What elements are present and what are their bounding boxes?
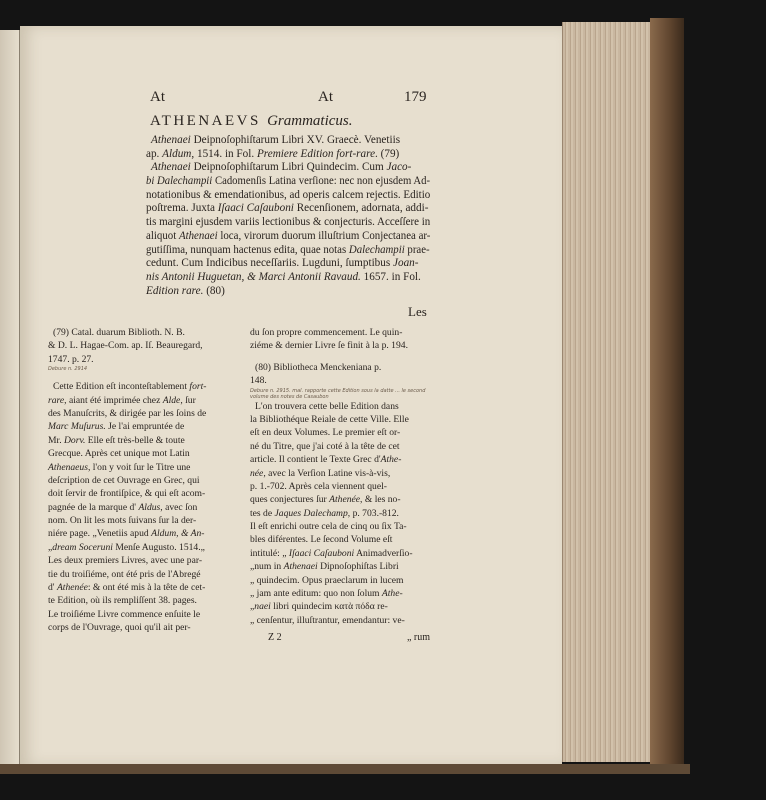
text-line (250, 480, 430, 493)
text-segment: tis margini ejusdem variis lectionibus & conjecturis. Acceſſere in (146, 216, 431, 229)
text-line (48, 339, 235, 352)
text-segment: niére page. „Venetiis apud (48, 528, 152, 540)
text-segment: Il eſt enrichi outre cela de cinq ou ſix Ta- (250, 521, 407, 533)
text-segment: Cadomenſis Latina verſione: nec non ejusdem Ad- (212, 175, 431, 188)
text-line-content (48, 461, 190, 474)
text-line-content (250, 453, 401, 466)
text-segment: Dipnoſophiſtas Libri (317, 561, 399, 573)
entry-epithet: Grammaticus. (267, 113, 353, 129)
text-line (48, 501, 235, 514)
text-line (146, 257, 430, 271)
text-segment: ques conjectures ſur (250, 494, 330, 506)
text-line (250, 600, 430, 613)
text-line-content (48, 554, 202, 567)
text-segment: , aiant été imprimée chez (64, 394, 163, 406)
text-segment: deſcription de cet Ouvrage en Grec, qui (48, 474, 200, 486)
text-segment: „ (48, 541, 53, 553)
text-line-content (48, 514, 196, 527)
text-segment: (80) (203, 284, 225, 297)
text-line-content (48, 541, 205, 554)
text-segment: des Manuſcrits, & dirigée par les ſoins de (48, 407, 207, 419)
italic-text: Aldum (162, 147, 192, 160)
text-line-content (146, 230, 430, 244)
text-line-content (250, 507, 399, 520)
text-segment: loca, virorum duorum illuſtrium Conjectanea ar- (217, 229, 431, 242)
text-segment: te Edition, où ils rempliſſent 38. pages. (48, 595, 197, 607)
text-line (48, 621, 235, 634)
text-segment: (80) Bibliotheca Menckeniana p. (255, 361, 382, 373)
text-line (250, 400, 430, 413)
text-line (146, 216, 430, 230)
text-line-content (250, 520, 407, 533)
text-segment: , avec ſon (160, 501, 198, 513)
text-segment: aliquot (146, 229, 179, 242)
text-line-content (48, 339, 203, 352)
text-line-content (48, 447, 190, 460)
text-line-content (146, 271, 421, 285)
text-line-content (48, 420, 184, 433)
page-footer (250, 631, 430, 645)
italic-text: Alde (162, 394, 181, 406)
text-line (250, 520, 430, 533)
text-line-content (53, 326, 185, 339)
text-segment: nom. On lit les mots ſuivans ſur la der- (48, 515, 197, 527)
text-segment: d' (48, 582, 57, 594)
text-segment: , p. 703.-812. (347, 507, 399, 519)
text-line-content (250, 614, 405, 627)
text-line (48, 527, 235, 540)
italic-text: Edition rare. (146, 284, 204, 297)
text-segment: ap. (146, 147, 163, 160)
text-line-content (48, 407, 206, 420)
text-segment: (79) Catal. duarum Biblioth. N. B. (53, 327, 185, 338)
text-line-content (48, 394, 196, 407)
running-head-left: At (150, 89, 165, 105)
text-segment: la Bibliothéque Reiale de cette Ville. Elle (250, 413, 409, 425)
text-segment: eſt en deux Volumes. Le premier eſt or- (250, 427, 401, 439)
text-line (48, 353, 235, 366)
text-line-content (250, 587, 403, 600)
italic-text: Jaques Dalechamp (274, 507, 348, 519)
text-line (146, 134, 430, 148)
text-line-content (146, 148, 399, 162)
text-line (48, 434, 235, 447)
text-segment: Deipnoſophiſtarum Libri Quindecim. Cum (190, 161, 387, 174)
text-line (250, 614, 430, 627)
text-segment: Animadverſio- (354, 547, 413, 559)
italic-text: bi Dalechampii (146, 175, 213, 188)
italic-text: Athenée (329, 494, 361, 506)
text-line-content (53, 380, 206, 393)
text-segment: 1747. p. 27. (48, 353, 94, 365)
italic-text: Athenaei (151, 161, 191, 174)
text-line (146, 161, 430, 175)
text-line (48, 447, 235, 460)
running-head-center: At (318, 89, 333, 105)
text-segment: Grecque. Après cet unique mot Latin (48, 448, 190, 460)
text-segment: Les deux premiers Livres, avec une par- (48, 555, 203, 567)
italic-text: dream Soceruni (52, 541, 113, 553)
text-line-content (250, 600, 388, 613)
text-line (48, 554, 235, 567)
text-segment: p. 1.-702. Après cela viennent quel- (250, 480, 387, 492)
text-line (48, 326, 235, 339)
text-line (48, 407, 235, 420)
text-line-content (48, 621, 191, 634)
text-line-content (48, 581, 205, 594)
text-line-content (146, 257, 419, 271)
text-segment: doit ſervir de frontiſpice, & qui eſt acom- (48, 488, 206, 500)
text-line-content (151, 161, 411, 175)
text-line (48, 608, 235, 621)
text-line-content (250, 547, 413, 560)
text-line-content (48, 353, 94, 366)
text-segment: tes de (250, 507, 275, 519)
text-segment: notationibus & emendationibus, ad operis calcem rejectis. Editio (146, 188, 431, 201)
text-segment: L'on trouvera cette belle Edition dans (255, 400, 399, 412)
text-segment: Recenſionem, adornata, addi- (293, 202, 429, 215)
text-line-content (250, 467, 390, 480)
italic-text: Athe- (381, 588, 403, 600)
text-line-content (48, 608, 200, 621)
text-line (250, 361, 430, 374)
text-line-content (250, 374, 267, 387)
entry-name: ATHENAEVS (150, 113, 261, 129)
footnote-column-right (250, 326, 430, 645)
italic-text: Iſaaci Caſauboni (217, 202, 294, 215)
text-line-content (48, 527, 204, 540)
text-line-content (250, 560, 399, 573)
text-segment: prae- (404, 243, 430, 256)
handwritten-annotation: Debure n. 2915. mal. rapporte cette Edition sous la datte ... le second volume des notes de Casaubon (250, 387, 426, 400)
italic-text: Athenaei (283, 561, 318, 573)
text-line-content (250, 574, 403, 587)
text-line-content (48, 568, 201, 581)
text-line (48, 594, 235, 607)
text-line-content (250, 413, 409, 426)
text-line-content (146, 175, 430, 189)
text-line (250, 574, 430, 587)
text-segment: article. Il contient le Texte Grec d' (250, 454, 381, 466)
text-segment: Je l'ai empruntée de (105, 421, 185, 433)
text-line (250, 374, 430, 387)
text-line (250, 560, 430, 573)
text-segment: , & les no- (360, 494, 401, 506)
italic-text: Athenaei (151, 134, 191, 146)
catchword: Les (408, 304, 427, 319)
italic-text: Aldus (138, 501, 161, 513)
text-line (250, 426, 430, 439)
text-line (250, 413, 430, 426)
italic-text: nis Antonii Huguetan, & Marci Antonii Ravaud. (146, 270, 361, 283)
text-segment: „ quindecim. Opus praeclarum in lucem (250, 574, 404, 586)
text-segment: Mr. (48, 434, 64, 446)
text-line (250, 507, 430, 520)
text-segment: : & ont été mis à la tête de cet- (87, 582, 206, 594)
text-segment: , avec la Verſion Latine vis-à-vis, (263, 467, 391, 479)
italic-text: rare (48, 394, 65, 406)
text-line (146, 271, 430, 285)
text-segment: „num in (250, 561, 284, 573)
paragraph-gap (48, 372, 235, 380)
italic-text: fort- (189, 381, 207, 393)
text-segment: Le troiſiéme Livre commence enſuite le (48, 608, 201, 620)
italic-text: Premiere Edition fort-rare (256, 147, 376, 160)
italic-text: Jaco- (386, 161, 412, 174)
text-line (250, 493, 430, 506)
text-segment: poſtrema. Juxta (146, 202, 218, 215)
handwritten-annotation: Debure n. 2914 (48, 366, 88, 373)
text-line-content (48, 487, 205, 500)
text-line-content (250, 440, 400, 453)
paragraph-gap (250, 353, 430, 361)
text-segment: , 1514. in Fol. (191, 147, 257, 160)
previous-page-edge (0, 30, 20, 765)
italic-text: Dalechampii (348, 243, 405, 256)
text-line-content (250, 339, 408, 352)
text-segment: intitulé: „ (250, 547, 289, 559)
text-line-content (146, 285, 225, 299)
text-line-content (151, 134, 400, 148)
text-line-content (255, 361, 381, 374)
text-line (48, 487, 235, 500)
text-line (250, 326, 430, 339)
text-segment: „ (250, 601, 255, 613)
text-segment: ziéme & dernier Livre ſe finit à la p. 194. (250, 340, 408, 352)
text-segment: pagnée de la marque d' (48, 501, 139, 513)
text-line-content (48, 434, 185, 447)
text-line-content (250, 480, 387, 493)
text-line (250, 440, 430, 453)
italic-text: Iſaaci Caſauboni (288, 547, 355, 559)
footnote-column-left (48, 326, 235, 635)
text-line (250, 587, 430, 600)
text-line (48, 461, 235, 474)
text-line-content (250, 533, 392, 546)
text-line-content (48, 594, 197, 607)
footer-catchword: „ rum (406, 632, 430, 644)
italic-text: Aldum, & An- (151, 528, 205, 540)
main-entry-text (146, 134, 430, 298)
text-segment: libri quindecim κατὰ πόδα re- (270, 601, 388, 613)
italic-text: Athenée (56, 582, 88, 594)
italic-text: naei (254, 601, 271, 613)
italic-text: Joan- (393, 257, 419, 270)
italic-text: Dorv. (64, 434, 86, 446)
page-number: 179 (404, 89, 427, 105)
text-line-content (48, 501, 197, 514)
text-line (48, 541, 235, 554)
footnote-column-right-lines (250, 326, 430, 627)
text-segment: 148. (250, 375, 267, 387)
text-segment: du ſon propre commencement. Le quin- (250, 327, 403, 338)
text-line-content (146, 216, 430, 230)
text-line (146, 202, 430, 216)
text-line (250, 533, 430, 546)
text-line (146, 230, 430, 244)
text-segment: corps de l'Ouvrage, quoi qu'il ait per- (48, 622, 191, 634)
text-line-content (48, 474, 200, 487)
text-line-content (146, 202, 428, 216)
text-line (146, 175, 430, 189)
text-segment: 1657. in Fol. (360, 270, 421, 283)
text-segment: bles diférentes. Le ſecond Volume eſt (250, 534, 393, 546)
text-line-content (250, 493, 401, 506)
text-segment: . (79) (375, 147, 400, 160)
text-segment: & D. L. Hagae-Com. ap. Iſ. Beauregard, (48, 340, 203, 352)
text-segment: Deipnoſophiſtarum Libri XV. Graecè. Venetiis (190, 134, 401, 146)
text-segment: , ſur (180, 394, 196, 406)
text-line (250, 453, 430, 466)
italic-text: née (250, 467, 264, 479)
text-line (146, 285, 430, 299)
italic-text: Athenaeus (48, 461, 88, 473)
text-line (146, 244, 430, 258)
text-segment: „ cenſentur, illuſtrantur, emendantur: ve- (250, 614, 405, 626)
text-line (48, 514, 235, 527)
text-segment: tie du troiſiéme, ont été pris de l'Abregé (48, 568, 201, 580)
italic-text: Athenaei (178, 229, 218, 242)
text-line (146, 189, 430, 203)
book-cover-bottom (0, 764, 690, 774)
text-line (48, 420, 235, 433)
text-line (48, 474, 235, 487)
text-segment: Elle eſt très-belle & toute (85, 434, 185, 446)
text-line (48, 394, 235, 407)
page-fore-edge (562, 22, 653, 762)
text-segment: gutiſſima, nunquam hactenus edita, quae notas (146, 243, 349, 256)
text-line (48, 380, 235, 393)
text-segment: né du Titre, que j'ai coté à la tête de cet (250, 440, 400, 452)
italic-text: Athe- (380, 454, 402, 466)
italic-text: Marc Muſurus. (48, 421, 106, 433)
text-line-content (146, 244, 430, 258)
text-line (48, 581, 235, 594)
text-segment: , l'on y voit ſur le Titre une (87, 461, 191, 473)
text-line-content (255, 400, 399, 413)
text-line (250, 339, 430, 352)
text-segment: Cette Edition eſt inconteſtablement (53, 381, 190, 393)
book-cover-edge (650, 18, 684, 770)
signature-mark: Z 2 (268, 632, 282, 644)
text-line-content (250, 426, 400, 439)
text-segment: Menſe Augusto. 1514.„ (112, 541, 205, 553)
text-line (250, 547, 430, 560)
text-line (250, 467, 430, 480)
text-segment: „ jam ante editum: quo non ſolum (250, 588, 382, 600)
text-segment: cedunt. Cum Indicibus neceſſariis. Lugduni, ſumptibus (146, 257, 394, 270)
text-line (48, 568, 235, 581)
entry-title (150, 112, 353, 130)
text-line-content (146, 189, 430, 203)
text-line-content (250, 326, 402, 339)
text-line (146, 148, 430, 162)
